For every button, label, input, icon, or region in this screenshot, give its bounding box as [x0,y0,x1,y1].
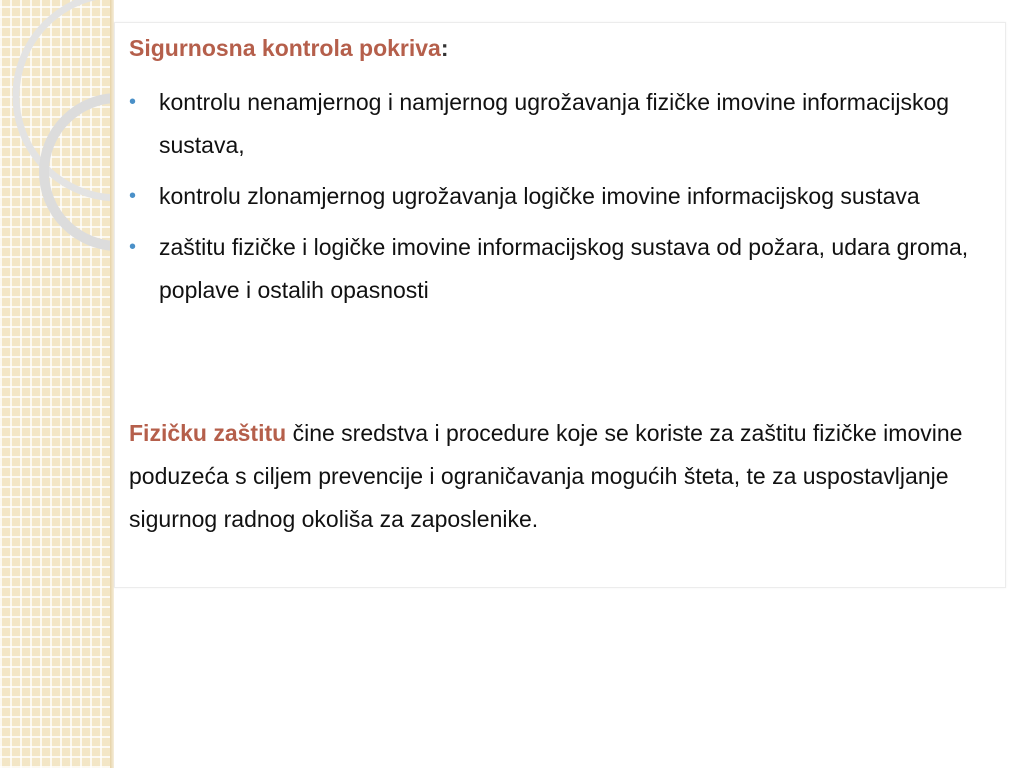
decorative-side-panel [0,0,113,768]
paragraph-highlight: Fizičku zaštitu [129,420,287,446]
decorative-rings [0,0,113,260]
paragraph-text: čine sredstva i procedure koje se koriste za zaštitu fizičke imovine poduzeća s ciljem prevencije i ograničavanja mogućih šteta, te za uspostavljanje sigurnog radnog okoliša za zaposlenike. [129,420,963,532]
bullet-item-1 [129,81,989,167]
bullet-icon: • [129,236,137,258]
bullet-text: kontrolu nenamjernog i namjernog ugrožavanja fizičke imovine informacijskog sustava, [159,89,950,158]
bullet-icon: • [129,185,137,207]
definition-paragraph [129,412,989,541]
bullet-text: zaštitu fizičke i logičke imovine informacijskog sustava od požara, udara groma, poplave i ostalih opasnosti [159,234,969,303]
heading-highlight: Sigurnosna kontrola pokriva [129,35,441,61]
bullet-list [129,81,989,320]
bullet-text: kontrolu zlonamjernog ugrožavanja logičke imovine informacijskog sustava [159,183,920,209]
heading-suffix: : [440,35,449,61]
bullet-item-3 [129,226,989,312]
bullet-icon: • [129,91,137,113]
slide-heading [129,35,449,62]
bullet-item-2 [129,175,989,218]
slide-content-card [114,22,1006,588]
